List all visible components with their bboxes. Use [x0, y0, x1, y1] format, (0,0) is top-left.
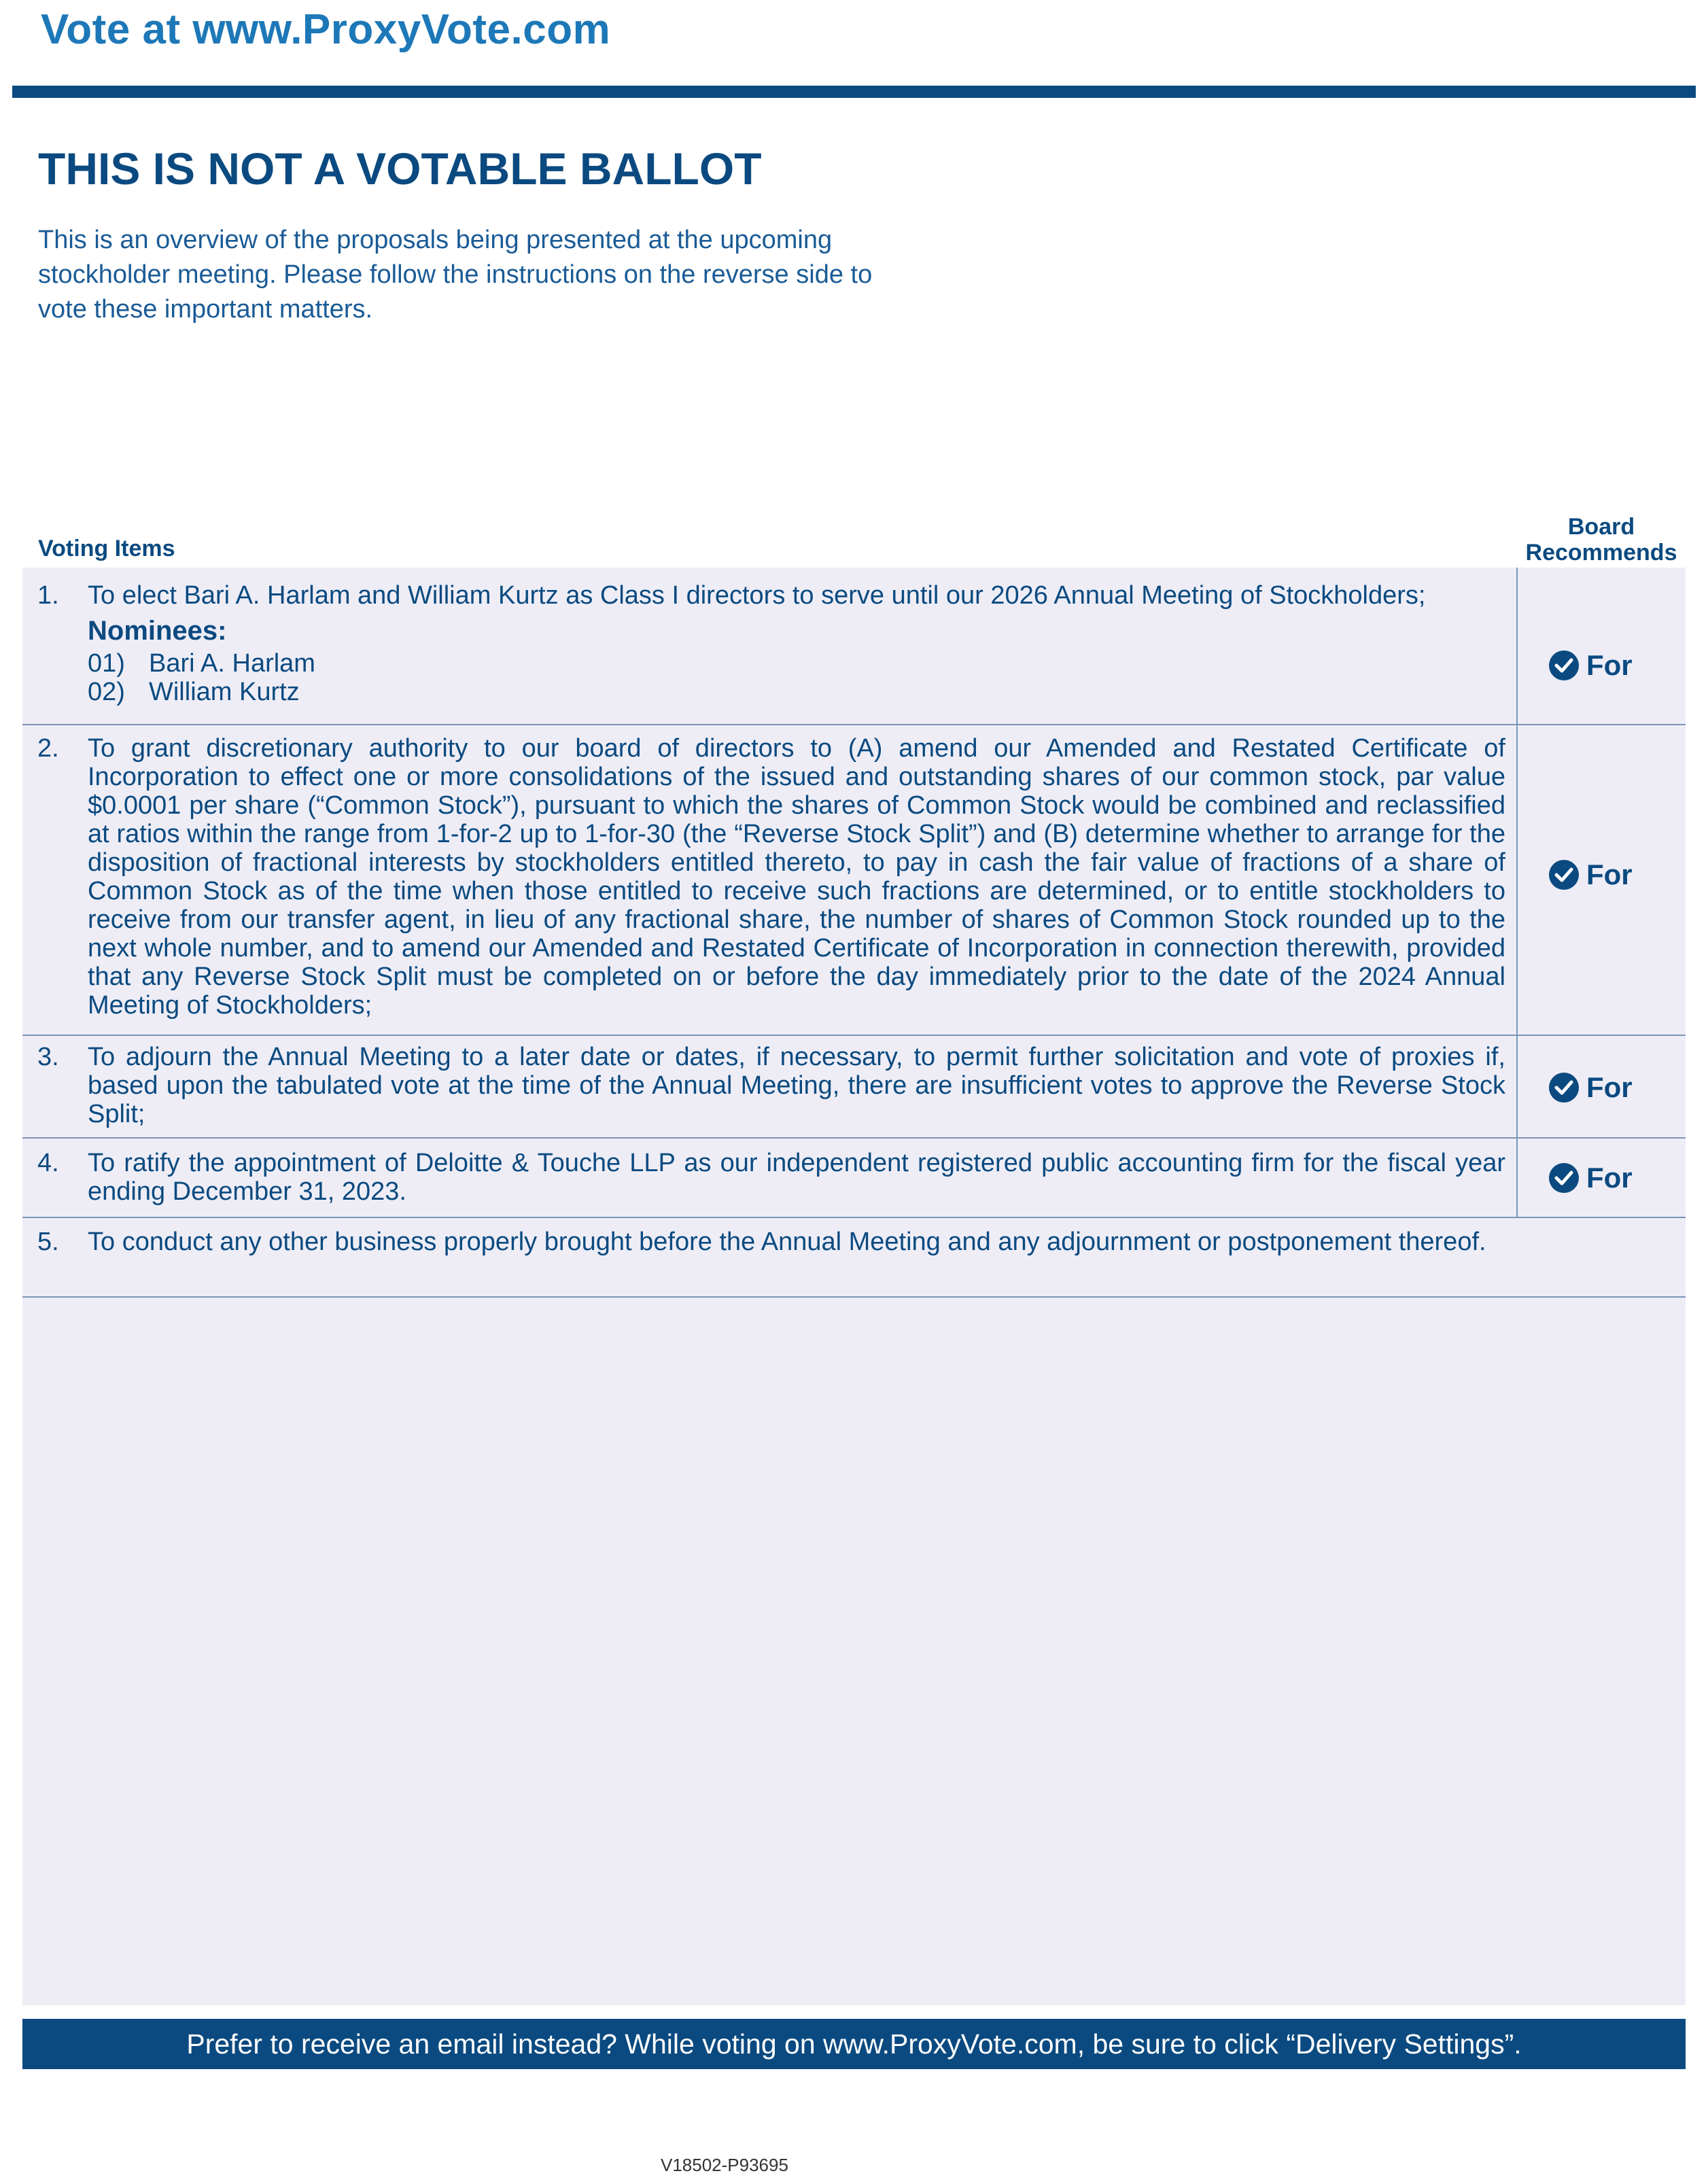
page-title: THIS IS NOT A VOTABLE BALLOT [38, 143, 762, 194]
email-delivery-note: Prefer to receive an email instead? While voting on www.ProxyVote.com, be sure to click “Delivery Settings”. [22, 2019, 1686, 2069]
proposal-text: To grant discretionary authority to our board of directors to (A) amend our Amended and Restated Certificate of Incorporation to effect one or more consolidations of the issued and outstanding shares of our common stock, par value $0.0001 per share (“Common Stock”), pursuant to which the shares of Common Stock would be combined and reclassified at ratios within the range from 1-for-2 up to 1-for-30 (the “Reverse Stock Split”) and (B) determine whether to arrange for the disposition of fractional interests by stockholders entitled thereto, to pay in cash the fair value of fractions of a share of Common Stock as of the time when those entitled to receive such fractions are determined, or to entitle stockholders to receive from our transfer agent, in lieu of any fractional share, the number of shares of Common Stock rounded up to the next whole number, and to amend our Amended and Restated Certificate of Incorporation in connection therewith, provided that any Reverse Stock Split must be completed on or before the day immediately prior to the date of the 2024 Annual Meeting of Stockholders; [88, 734, 1505, 1020]
proposal-row-5 [22, 1218, 1686, 1298]
proposal-row-3 [22, 1036, 1686, 1139]
proposal-text: To adjourn the Annual Meeting to a later date or dates, if necessary, to permit further solicitation and vote of proxies if, based upon the tabulated vote at the time of the Annual Meeting, there are insufficient votes to approve the Reverse Stock Split; [88, 1043, 1505, 1128]
recommendation-label: For [1586, 1162, 1633, 1194]
nominee-code: 01) [88, 649, 125, 678]
document-code: V18502-P93695 [661, 2155, 788, 2175]
board-recommendation [1548, 649, 1633, 682]
nominee-item [88, 678, 1505, 706]
recommendation-label: For [1586, 649, 1633, 681]
proposal-text: To ratify the appointment of Deloitte & Touche LLP as our independent registered public accounting firm for the fiscal year ending December 31, 2023. [88, 1149, 1505, 1206]
checkmark-circle-icon [1548, 1072, 1580, 1103]
board-recommends-header [1513, 514, 1690, 566]
nominee-name: William Kurtz [149, 678, 300, 706]
proposal-number: 5. [37, 1228, 59, 1256]
board-recommendation [1548, 1162, 1633, 1194]
checkmark-circle-icon [1548, 650, 1580, 681]
header-divider [12, 86, 1696, 98]
header-title[interactable]: Vote at www.ProxyVote.com [41, 6, 611, 53]
intro-text: This is an overview of the proposals being presented at the upcoming stockholder meeting. Please follow the instructions on the reverse side to vote these important matters. [38, 226, 873, 324]
recommendation-label: For [1586, 1071, 1633, 1103]
recommendation-label: For [1586, 859, 1633, 890]
proposal-description: To elect Bari A. Harlam and William Kurtz as Class I directors to serve until our 2026 Annual Meeting of Stockholders; [88, 581, 1426, 610]
nominee-item [88, 649, 1505, 678]
board-recommendation [1548, 859, 1633, 891]
proposal-row-4 [22, 1139, 1686, 1218]
proposal-number: 1. [37, 581, 59, 610]
nominee-code: 02) [88, 678, 125, 706]
proposal-number: 3. [37, 1043, 59, 1071]
proposal-row-2 [22, 725, 1686, 1036]
proposal-row-1 [22, 568, 1686, 725]
board-header-line1: Board [1567, 514, 1635, 540]
nominee-name: Bari A. Harlam [149, 649, 315, 678]
proposal-number: 4. [37, 1149, 59, 1177]
nominees-label: Nominees: [88, 616, 227, 646]
board-header-line2: Recommends [1525, 540, 1677, 566]
voting-items-header: Voting Items [38, 536, 175, 561]
checkmark-circle-icon [1548, 1162, 1580, 1194]
board-recommendation [1548, 1071, 1633, 1104]
proposal-text [88, 581, 1505, 706]
checkmark-circle-icon [1548, 859, 1580, 890]
proposal-text: To conduct any other business properly brought before the Annual Meeting and any adjournment or postponement thereof. [88, 1228, 1486, 1256]
proposal-number: 2. [37, 734, 59, 763]
